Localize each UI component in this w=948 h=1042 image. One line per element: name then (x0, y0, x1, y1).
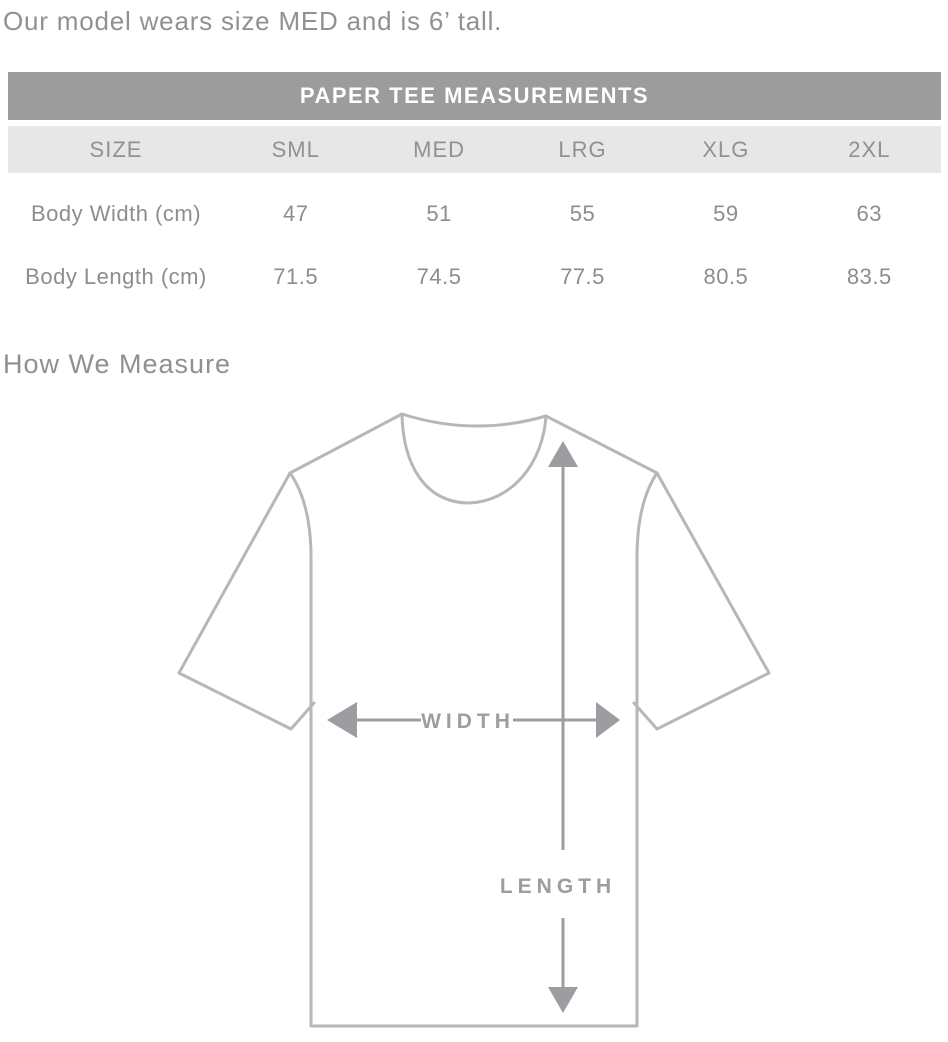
cell-value: 83.5 (846, 264, 892, 289)
column-header-sml: SML (271, 136, 320, 162)
size-chart-title: PAPER TEE MEASUREMENTS (299, 83, 650, 108)
column-header-med: MED (413, 136, 466, 162)
cell-value: 71.5 (273, 264, 319, 289)
width-label: WIDTH (421, 710, 515, 733)
cell-value: 80.5 (703, 264, 749, 289)
width-arrow (327, 702, 620, 738)
length-label: LENGTH (499, 875, 617, 898)
width-arrowhead-left (327, 702, 357, 738)
cell-value: 47 (282, 201, 309, 226)
column-header-lrg: LRG (558, 136, 607, 162)
cell-value: 55 (569, 201, 596, 226)
row-label: Body Length (cm) (25, 264, 207, 289)
cell-value: 74.5 (416, 264, 462, 289)
cell-value: 51 (426, 201, 452, 226)
length-arrowhead-bottom (548, 987, 578, 1013)
width-arrowhead-right (596, 702, 620, 738)
cell-value: 63 (856, 201, 883, 226)
cell-value: 59 (713, 201, 739, 226)
column-header-size: SIZE (89, 136, 143, 162)
length-arrowhead-top (548, 441, 578, 467)
row-label: Body Width (cm) (30, 201, 202, 226)
model-size-note: Our model wears size MED and is 6’ tall. (3, 6, 503, 36)
how-we-measure-heading: How We Measure (3, 349, 232, 379)
column-header-2xl: 2XL (848, 136, 891, 162)
cell-value: 77.5 (560, 264, 605, 289)
column-header-xlg: XLG (702, 136, 750, 162)
